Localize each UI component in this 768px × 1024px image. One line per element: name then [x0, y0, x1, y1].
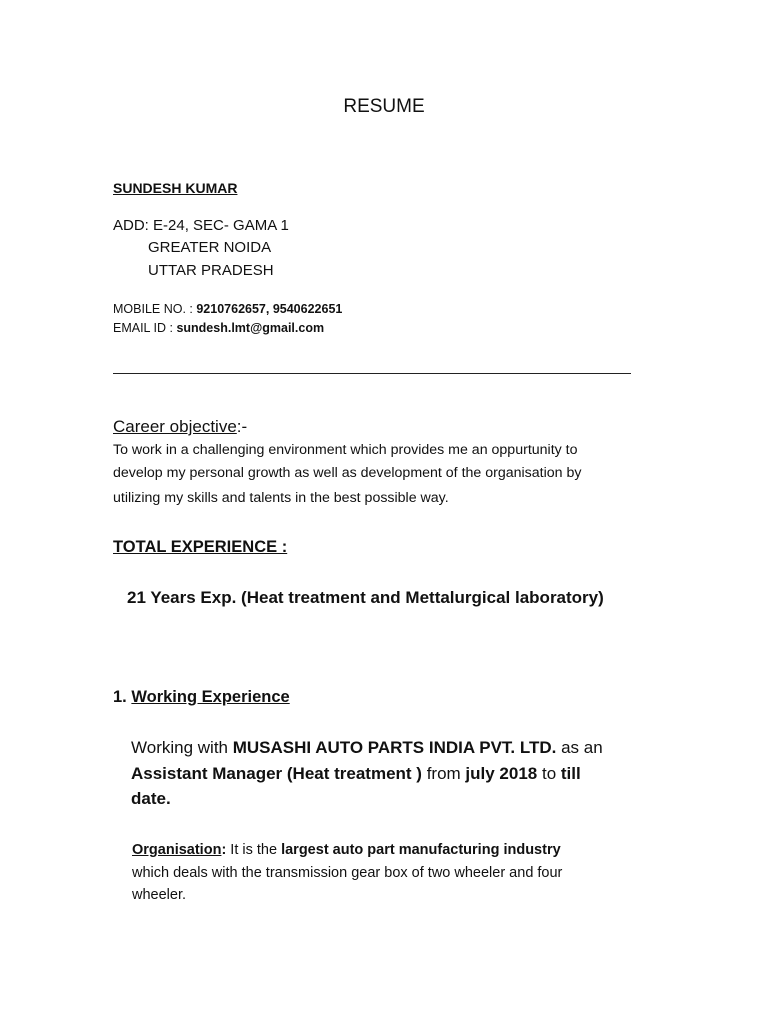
job-line-3: date. [131, 789, 171, 808]
job-text: to [537, 764, 561, 783]
address-line-1: ADD: E-24, SEC- GAMA 1 [113, 217, 289, 234]
total-experience-heading-text: TOTAL EXPERIENCE : [113, 538, 288, 556]
total-experience-value: 21 Years Exp. (Heat treatment and Mettalurgical laboratory) [127, 588, 604, 607]
divider [113, 373, 631, 374]
candidate-name: SUNDESH KUMAR [113, 180, 238, 196]
career-heading-text: Career objective [113, 417, 237, 436]
career-heading-suffix: :- [236, 417, 248, 436]
working-experience-number: 1. [113, 688, 132, 706]
mobile-value: 9210762657, 9540622651 [196, 302, 343, 316]
organisation-line-3: wheeler. [132, 887, 187, 903]
job-text: Working with [131, 738, 233, 757]
total-experience-heading [113, 538, 287, 557]
email-value: sundesh.lmt@gmail.com [176, 321, 325, 335]
career-objective-heading [113, 417, 247, 437]
end-date: till [560, 764, 581, 783]
job-line-2 [131, 764, 581, 784]
working-experience-heading [113, 688, 290, 707]
job-line-1 [131, 738, 603, 758]
organisation-label: Organisation [132, 842, 222, 858]
organisation-highlight: largest auto part manufacturing industry [281, 842, 561, 858]
start-date: july 2018 [465, 764, 538, 783]
organisation-text: It is the [226, 842, 282, 858]
organisation-line-2: which deals with the transmission gear box of two wheeler and four [132, 865, 563, 881]
email-label: EMAIL ID : [113, 321, 177, 335]
working-experience-heading-text: Working Experience [131, 688, 290, 706]
mobile-label: MOBILE NO. : [113, 302, 197, 316]
company-name: MUSASHI AUTO PARTS INDIA PVT. LTD. [232, 738, 557, 757]
organisation-line-1 [132, 842, 561, 858]
career-line-3: utilizing my skills and talents in the best possible way. [113, 490, 449, 506]
job-text: as an [556, 738, 603, 757]
address-line-3: UTTAR PRADESH [148, 262, 274, 279]
organisation-colon: : [221, 842, 227, 858]
career-line-1: To work in a challenging environment which provides me an oppurtunity to [113, 442, 578, 458]
job-title: Assistant Manager (Heat treatment ) [131, 764, 422, 783]
career-line-2: develop my personal growth as well as development of the organisation by [113, 465, 582, 481]
email-line [113, 321, 324, 335]
page-title: RESUME [343, 96, 425, 117]
job-text: from [421, 764, 466, 783]
address-line-2: GREATER NOIDA [148, 239, 272, 256]
mobile-line [113, 302, 342, 316]
